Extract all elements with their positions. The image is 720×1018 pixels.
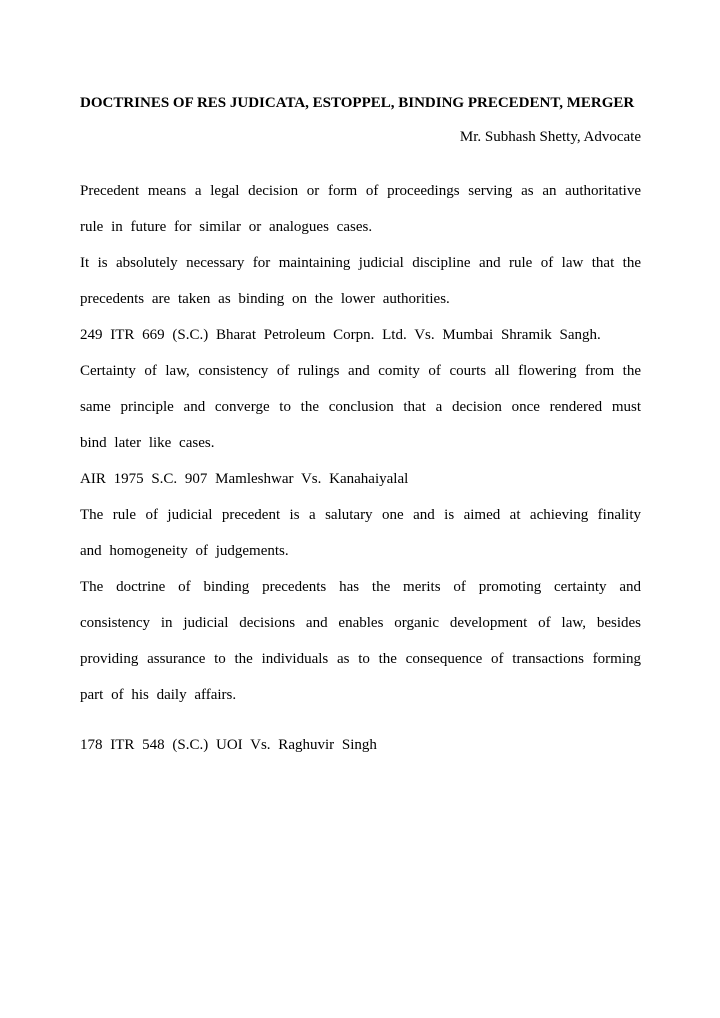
- paragraph-certainty-of-law: Certainty of law, consistency of rulings and comity of courts all flowering from the same principle and converge to the conclusion that a decision once rendered must bind later like cases.: [80, 363, 641, 451]
- paragraph-precedent-definition: Precedent means a legal decision or form of proceedings serving as an authoritative rule in future for similar or analogues cases.: [80, 183, 641, 235]
- document-title: DOCTRINES OF RES JUDICATA, ESTOPPEL, BINDING PRECEDENT, MERGER: [80, 95, 635, 111]
- citation-raghuvir-singh: 178 ITR 548 (S.C.) UOI Vs. Raghuvir Singh: [80, 737, 377, 753]
- document-body: [80, 94, 641, 763]
- citation-mamleshwar: AIR 1975 S.C. 907 Mamleshwar Vs. Kanahaiyalal: [80, 471, 409, 487]
- paragraph-judicial-discipline: It is absolutely necessary for maintaining judicial discipline and rule of law that the precedents are taken as binding on the lower authorities.: [80, 255, 641, 307]
- paragraph-doctrine-merits: The doctrine of binding precedents has the merits of promoting certainty and consistency in judicial decisions and enables organic development of law, besides providing assurance to the individuals as to the consequence of transactions forming part of his daily affairs.: [80, 579, 641, 703]
- paragraph-rule-of-precedent: The rule of judicial precedent is a salutary one and is aimed at achieving finality and homogeneity of judgements.: [80, 507, 641, 559]
- author-line: Mr. Subhash Shetty, Advocate: [459, 129, 641, 145]
- citation-bharat-petroleum: 249 ITR 669 (S.C.) Bharat Petroleum Corpn. Ltd. Vs. Mumbai Shramik Sangh.: [80, 327, 601, 343]
